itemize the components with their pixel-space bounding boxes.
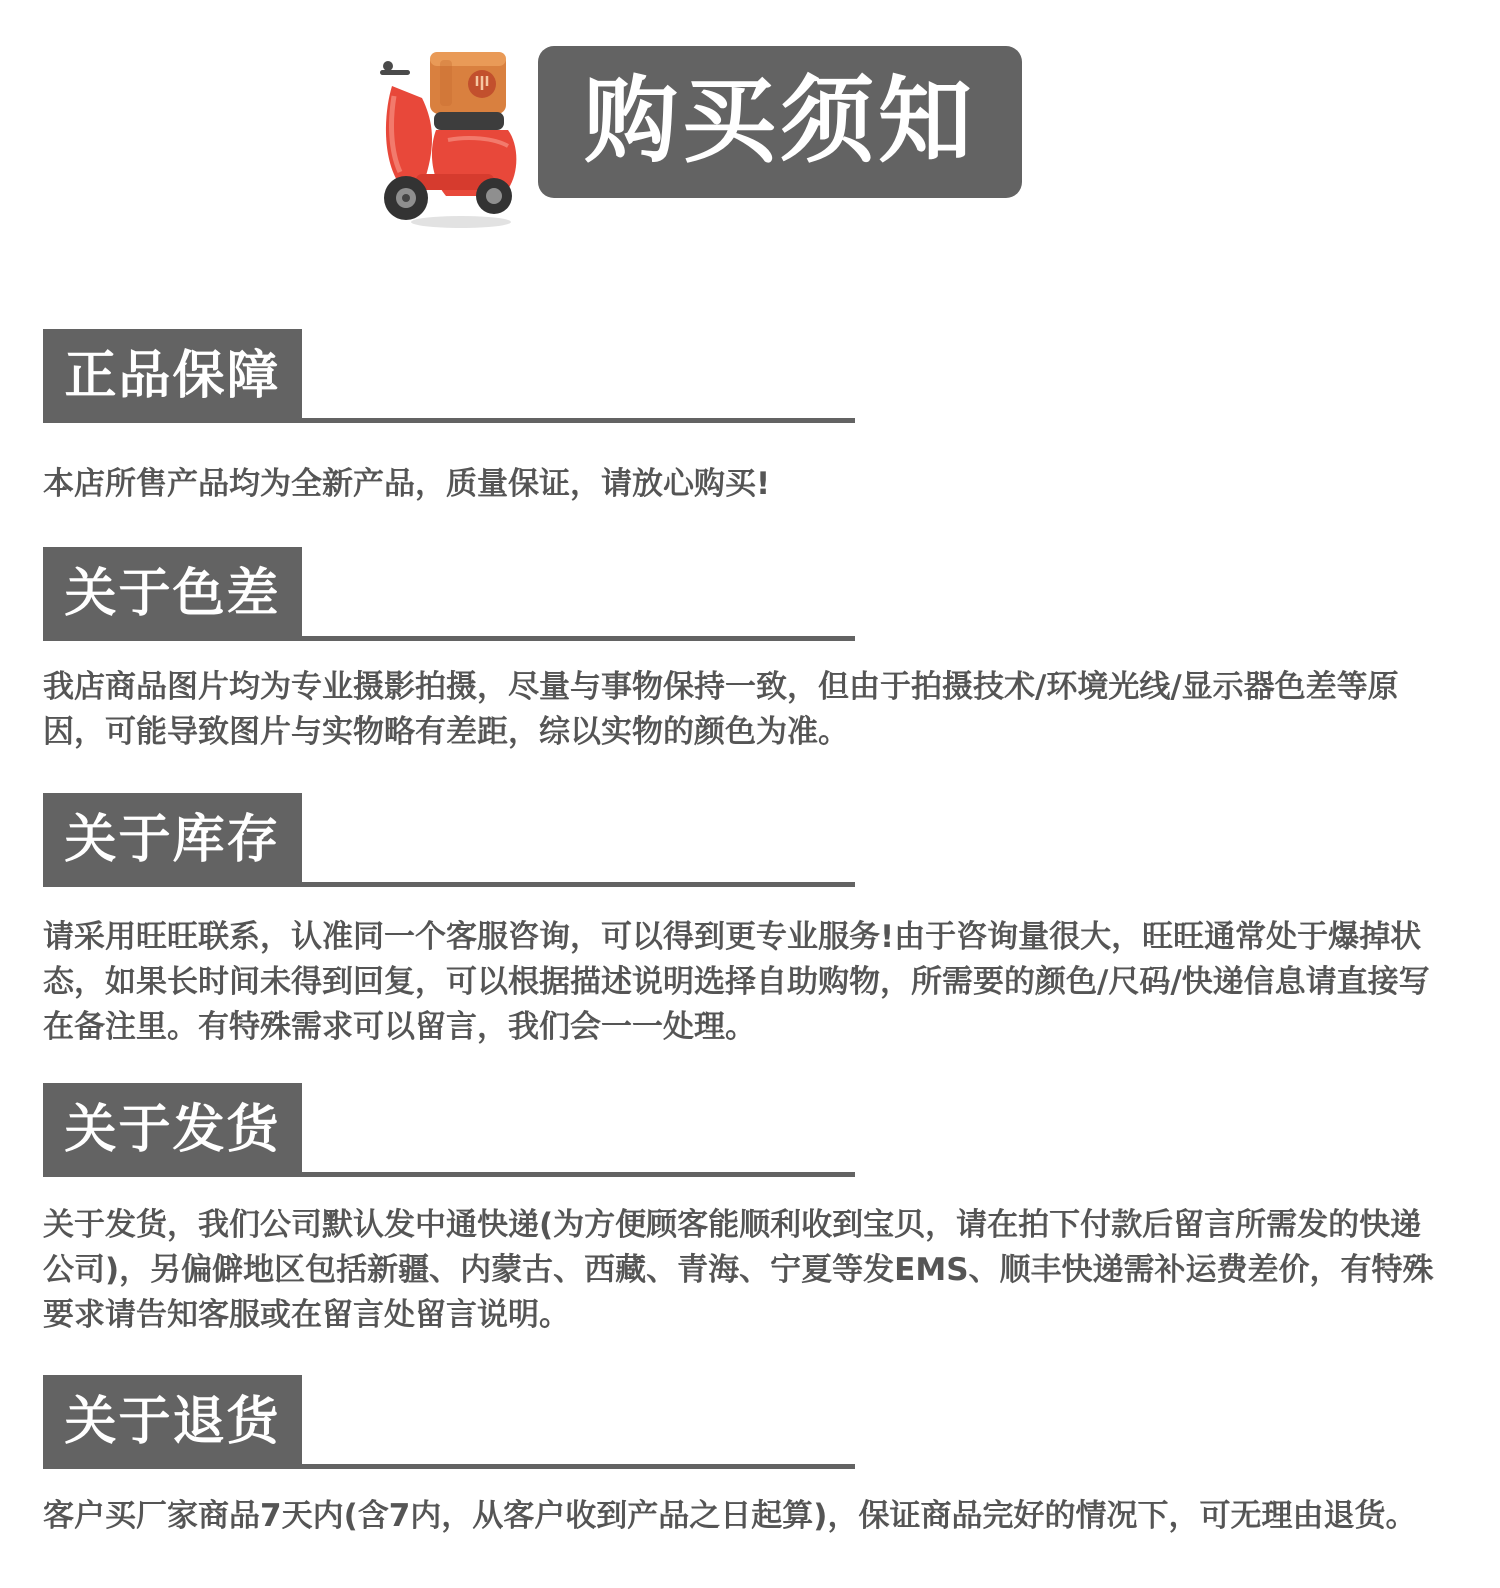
scooter-delivery-icon: [376, 46, 526, 232]
section-divider: [43, 1464, 855, 1469]
section-heading: 关于色差: [64, 564, 281, 624]
section-divider: [43, 418, 855, 423]
section-heading-tab: [43, 793, 302, 887]
section-body: 客户买厂家商品7天内(含7内，从客户收到产品之日起算)，保证商品完好的情况下，可无理由退货。: [43, 1498, 1417, 1534]
section-heading: 关于退货: [64, 1392, 281, 1452]
section-heading: 关于发货: [64, 1100, 281, 1160]
section-heading-tab: [43, 1375, 302, 1469]
section-heading: 正品保障: [64, 346, 281, 406]
page-title: 购买须知: [583, 67, 976, 176]
section-body: 本店所售产品均为全新产品，质量保证，请放心购买!: [43, 466, 771, 502]
section-body: 关于发货，我们公司默认发中通快递(为方便顾客能顺利收到宝贝，请在拍下付款后留言所需发的快递公司)，另偏僻地区包括新疆、内蒙古、西藏、青海、宁夏等发EMS、顺丰快递需补运费差价，有特殊要求请告知客服或在留言处留言说明。: [43, 1207, 1434, 1333]
section-body: 请采用旺旺联系，认准同一个客服咨询，可以得到更专业服务!由于咨询量很大，旺旺通常处于爆掉状态，如果长时间未得到回复，可以根据描述说明选择自助购物，所需要的颜色/尺码/快递信息请直接写在备注里。有特殊需求可以留言，我们会一一处理。: [43, 919, 1430, 1045]
section-heading: 关于库存: [64, 810, 281, 870]
section-divider: [43, 882, 855, 887]
section-heading-tab: [43, 329, 302, 423]
section-divider: [43, 1172, 855, 1177]
section-heading-tab: [43, 547, 302, 641]
header-title-banner: [538, 46, 1022, 198]
section-divider: [43, 636, 855, 641]
section-heading-tab: [43, 1083, 302, 1177]
section-body: 我店商品图片均为专业摄影拍摄，尽量与事物保持一致，但由于拍摄技术/环境光线/显示器色差等原因，可能导致图片与实物略有差距，综以实物的颜色为准。: [43, 669, 1399, 750]
